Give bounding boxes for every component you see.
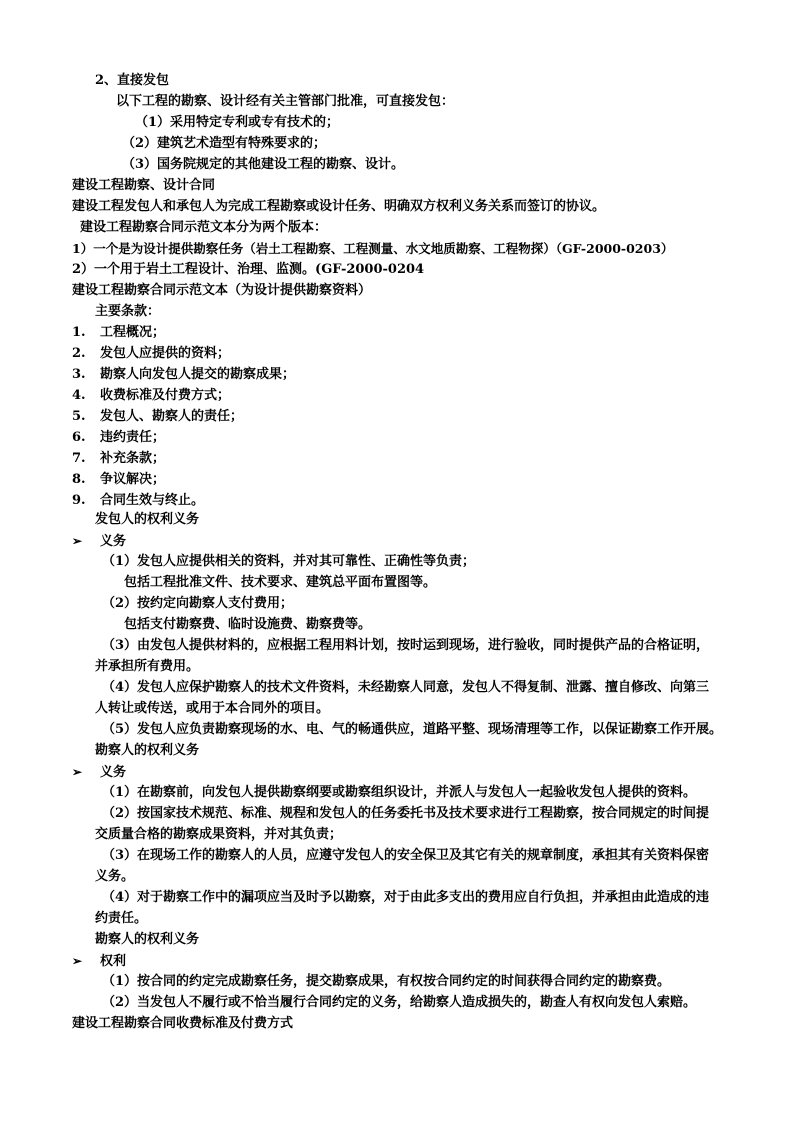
section-heading: 建设工程勘察、设计合同: [72, 178, 216, 193]
list-number: 5.: [72, 409, 86, 424]
list-item: [72, 386, 230, 406]
paragraph-text: 约责任。: [95, 911, 148, 926]
paragraph-text: 建设工程发包人和承包人为完成工程勘察或设计任务、明确双方权利义务关系而签订的协议。: [72, 199, 606, 214]
paragraph-text: 包括工程批准文件、技术要求、建筑总平面布置图等。: [124, 575, 437, 590]
paragraph-text: （5）发包人应负责勘察现场的水、电、气的畅通供应，道路平整、现场清理等工作，以保证勘察工作开展。: [102, 722, 723, 737]
list-number: 7.: [72, 451, 86, 466]
list-item-text: 争议解决；: [100, 472, 166, 487]
list-item: [72, 491, 204, 511]
list-item: （1）采用特定专利或专有技术的；: [135, 115, 340, 130]
subheading-main-clauses: 主要条款：: [95, 304, 161, 319]
list-item-text: 发包人、勘察人的责任；: [100, 409, 244, 424]
list-number: 4.: [72, 388, 86, 403]
list-number: 9.: [72, 493, 86, 508]
list-item: [72, 344, 230, 364]
paragraph-text: （2）按国家技术规范、标准、规程和发包人的任务委托书及技术要求进行工程勘察，按合同规定的时间提: [102, 806, 710, 821]
list-item: [72, 470, 165, 490]
section-heading: 建设工程勘察合同示范文本（为设计提供勘察资料）: [72, 283, 372, 298]
paragraph-text: （3）由发包人提供材料的，应根据工程用料计划，按时运到现场，进行验收，同时提供产品的合格证明，: [102, 638, 710, 653]
bullet-label: 义务: [100, 534, 127, 549]
paragraph-text: （1）发包人应提供相关的资料，并对其可靠性、正确性等负责；: [102, 554, 476, 569]
list-item: [72, 407, 243, 427]
section-heading: 勘察人的权利义务: [95, 743, 200, 758]
bullet-arrow-icon: ➢: [72, 534, 83, 548]
section-heading-direct-contract: 2、直接发包: [95, 73, 170, 88]
list-item: [72, 428, 165, 448]
list-item: （2）建筑艺术造型有特殊要求的；: [122, 136, 327, 151]
list-number: 2.: [72, 346, 86, 361]
list-number: 3.: [72, 367, 86, 382]
list-item: [72, 323, 165, 343]
list-number: 6.: [72, 430, 86, 445]
bullet-label: 义务: [100, 765, 127, 780]
list-item-text: 合同生效与终止。: [100, 493, 205, 508]
bullet-label: 权利: [100, 954, 127, 969]
bullet-item: [72, 531, 126, 552]
paragraph-text: 1）一个是为设计提供勘察任务（岩土工程勘察、工程测量、水文地质勘察、工程物探）（GF-2000-0203）: [72, 241, 674, 256]
list-item: [72, 365, 295, 385]
section-heading: 建设工程勘察合同收费标准及付费方式: [72, 1016, 294, 1031]
paragraph-text: 交质量合格的勘察成果资料，并对其负责；: [95, 827, 343, 842]
paragraph-text: （1）按合同的约定完成勘察任务，提交勘察成果，有权按合同约定的时间获得合同约定的勘察费。: [102, 974, 671, 989]
paragraph-text: 包括支付勘察费、临时设施费、勘察费等。: [124, 617, 372, 632]
bullet-arrow-icon: ➢: [72, 954, 83, 968]
list-number: 1.: [72, 325, 86, 340]
list-item-text: 收费标准及付费方式；: [100, 388, 231, 403]
bullet-item: [72, 762, 126, 783]
list-item-text: 工程概况；: [100, 325, 166, 340]
paragraph-text: （3）在现场工作的勘察人的人员，应遵守发包人的安全保卫及其它有关的规章制度，承担其有关资料保密: [102, 848, 710, 863]
list-item-text: 勘察人向发包人提交的勘察成果；: [100, 367, 296, 382]
list-item: （3）国务院规定的其他建设工程的勘察、设计。: [122, 157, 405, 172]
list-item-text: 发包人应提供的资料；: [100, 346, 231, 361]
paragraph-text: 建设工程勘察合同示范文本分为两个版本：: [80, 220, 328, 235]
list-item: [72, 449, 165, 469]
paragraph-text: （1）在勘察前，向发包人提供勘察纲要或勘察组织设计，并派人与发包人一起验收发包人提供的资料。: [102, 785, 697, 800]
paragraph-text: （4）对于勘察工作中的漏项应当及时予以勘察，对于由此多支出的费用应自行负担，并承担由此造成的违: [102, 890, 710, 905]
section-heading: 发包人的权利义务: [95, 512, 200, 527]
paragraph-text: （2）按约定向勘察人支付费用；: [102, 596, 294, 611]
paragraph-text: （2）当发包人不履行或不恰当履行合同约定的义务，给勘察人造成损失的，勘查人有权向发包人索赔。: [102, 995, 697, 1010]
paragraph-text: （4）发包人应保护勘察人的技术文件资料，未经勘察人同意，发包人不得复制、泄露、擅自修改、向第三: [102, 680, 710, 695]
paragraph-text: 人转让或传送，或用于本合同外的项目。: [95, 701, 330, 716]
list-item-text: 补充条款；: [100, 451, 166, 466]
bullet-arrow-icon: ➢: [72, 765, 83, 779]
paragraph-text: 并承担所有费用。: [95, 659, 200, 674]
paragraph-text: 义务。: [95, 869, 135, 884]
paragraph-text: 以下工程的勘察、设计经有关主管部门批准，可直接发包：: [116, 94, 455, 109]
paragraph-text: 2）一个用于岩土工程设计、治理、监测。(GF-2000-0204: [72, 262, 425, 277]
section-heading: 勘察人的权利义务: [95, 932, 200, 947]
bullet-item: [72, 951, 126, 972]
list-number: 8.: [72, 472, 86, 487]
list-item-text: 违约责任；: [100, 430, 166, 445]
